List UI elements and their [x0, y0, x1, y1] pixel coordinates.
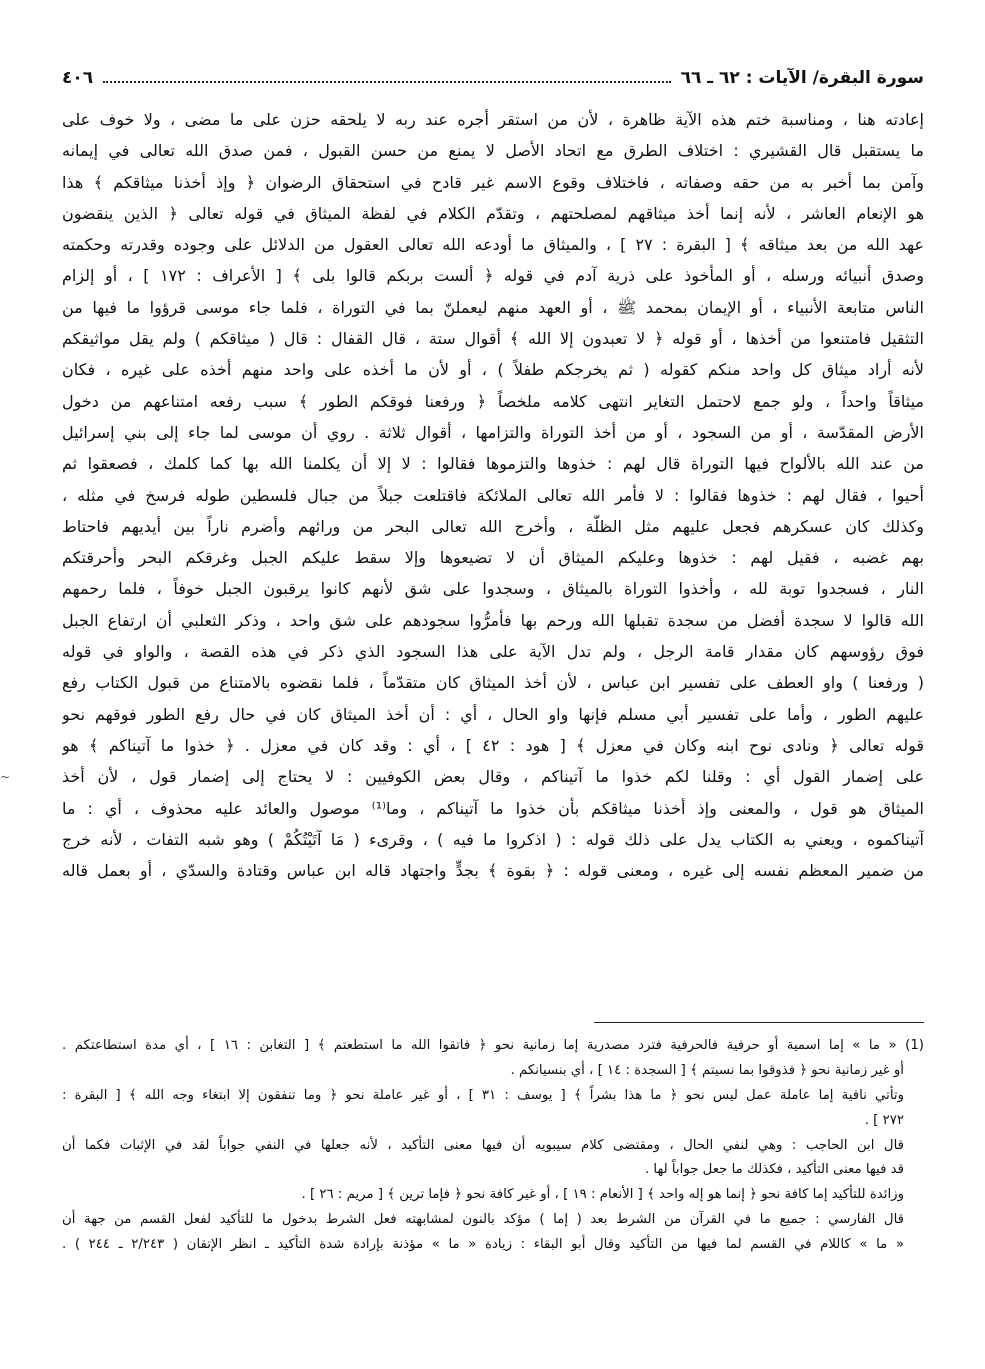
- text-line: الله قالوا لا سجدة أفضل من سجدة تقبلها الله ورحم بها فأمرُّوا سجودهم على شق واحد ، وذكر الثعلبي أن ارتفاع الجبل: [62, 610, 924, 630]
- text-line: أحيوا ، فقال لهم : خذوها فقالوا : لا فأمر الله تعالى الملائكة فاقتلعت جبلاً من جبال فلسطين طوله فرسخ في مثله ،: [62, 485, 924, 505]
- header-title: سورة البقرة/ الآيات : ٦٢ ـ ٦٦: [680, 68, 924, 88]
- text-line: النار ، فسجدوا توبة لله ، وأخذوا التوراة بالميثاق ، وسجدوا على شق لأنهم كانوا يرقبون الجبل خوفاً ، فلما رحمهم: [62, 579, 924, 599]
- footnote-line: ٢٧٢ ] .: [864, 1112, 904, 1128]
- text-line: لأنه أراد ميثاق كل واحد منكم كقوله ( ثم يخرجكم طفلاً ) ، أو لأن ما أخذه على واحد منهم أخذه على غيره ، فكان: [62, 360, 924, 380]
- text-line: من عند الله بالألواح فيها التوراة قال لهم : خذوها والتزموها فقالوا : لا إلا أن يكلمنا الله بها كما كلمك ، فصعقوا ثم: [62, 454, 924, 474]
- text-line: قوله تعالى ﴿ ونادى نوح ابنه وكان في معزل ﴾ [ هود : ٤٢ ] ، أي : وقد كان في معزل . ﴿ خذوا ما آتيناكم ﴾ هو: [62, 735, 924, 755]
- footnote-line: « ما » كاللام في القسم لما فيها من التأكيد وقال أبو البقاء : زيادة « ما » مؤذنة بإرادة شدة التأكيد ـ انظر الإتقان ( ٢/٢٤٣ ـ ٢٤٤ ) .: [62, 1237, 904, 1253]
- text-line: فوق رؤوسهم كان مقدار قامة الرجل ، ولم تدل الآية على هذا السجود الذي ذكر في هذه القصة ، والواو في قوله: [62, 642, 924, 662]
- page: [62, 68, 924, 1253]
- body-text: [62, 104, 924, 886]
- footnote-line: أو غير زمانية نحو ﴿ فذوقوا بما نسيتم ﴾ [ السجدة : ١٤ ] ، أي بنسيانكم .: [510, 1062, 904, 1078]
- running-header: [62, 68, 924, 98]
- footnote-separator: [594, 1022, 924, 1023]
- text-line: عهد الله من بعد ميثاقه ﴾ [ البقرة : ٢٧ ] ، والميثاق ما أودعه الله تعالى العقول من الدلائل على وجوده وقدرته وحكمته: [62, 235, 924, 255]
- margin-mark: ~: [0, 770, 11, 784]
- text-line: الأرض المقدّسة ، أو من السجود ، أو من أخذ التوراة والتزامها ، أقوال ثلاثة . روي أن موسى لما جاء إلى بني إسرائيل: [62, 422, 924, 442]
- text-line: بهم غضبه ، فقيل لهم : خذوها وعليكم الميثاق أن لا تضيعوها وإلا سقط عليكم الجبل وغرقكم البحر وأحرقتكم: [62, 548, 924, 568]
- footnote-line: وزائدة للتأكيد إما كافة نحو ﴿ إنما هو إله واحد ﴾ [ الأنعام : ١٩ ] ، أو غير كافة نحو ﴿ فإما ترين ﴾ [ مريم : ٢٦ ] .: [301, 1187, 904, 1203]
- text-line: التثقيل فامتنعوا من أخذها ، أو قوله ﴿ لا تعبدون إلا الله ﴾ أقوال ستة ، قال القفال : قال ( ميثاقكم ) ولم يقل مواثيقكم: [62, 329, 924, 349]
- text-line: ما يستقبل قال القشيري : اختلاف الطرق مع اتحاد الأصل لا يمنع من حسن القبول ، فمن صدق الله تعالى في إيمانه: [62, 141, 924, 161]
- text-line: عليهم الطور ، وأما على تفسير أبي مسلم فإنها واو الحال ، أي : أن أخذ الميثاق كان في حال رفع الطور فوقهم نحو: [62, 704, 924, 724]
- text-line: وآمن بما أخبر به من حقه وصفاته ، فاختلاف وقوع الاسم غير قادح في استحقاق الرضوان ﴿ وإذ أخذنا ميثاقكم ﴾ هذا: [62, 172, 924, 192]
- page-number: ٤٠٦: [62, 68, 94, 88]
- footnote-line: وتأتي نافية إما عاملة عمل ليس نحو ﴿ ما هذا بشراً ﴾ [ يوسف : ٣١ ] ، أو غير عاملة نحو ﴿ وما تنفقون إلا ابتغاء وجه الله ﴾ [ البقرة :: [62, 1087, 904, 1103]
- text-line: إعادته هنا ، ومناسبة ختم هذه الآية ظاهرة ، لأن من استقر أجره عند ربه لا يلحقه حزن على ما مضى ، ولا خوف على: [62, 110, 924, 129]
- footnotes: [62, 1034, 924, 1258]
- text-line: وكذلك كان عسكرهم فجعل عليهم مثل الظلّة ، وأخرج الله تعالى البحر من ورائهم وأضرم ناراً بين أيديهم فاحتاط: [62, 516, 924, 536]
- footnote-line: قال الفارسي : جميع ما في القرآن من الشرط بعد ( إما ) مؤكد بالنون لمشابهته فعل الشرط بدخول ما للتأكيد لفعل القسم من جهة أن: [62, 1212, 904, 1228]
- text-line: الناس متابعة الأنبياء ، أو الإيمان بمحمد ﷺ ، أو العهد منهم ليعملنّ بما في التوراة ، فلما جاء موسى قرؤوا ما فيها من: [62, 297, 924, 317]
- header-dot-leader: [103, 71, 670, 83]
- text-line: ميثاقاً واحداً ، ولو جمع لاحتمل التغاير انتهى كلامه ملخصاً ﴿ ورفعنا فوقكم الطور ﴾ سبب رفعه امتناعهم من دخول: [62, 391, 924, 411]
- text-line: الميثاق هو قول ، والمعنى وإذ أخذنا ميثاقكم بأن خذوا ما آتيناكم ، وما⁽¹⁾ موصول والعائد عليه محذوف ، أي : ما: [62, 798, 924, 818]
- text-line: آتيناكموه ، ويعني به الكتاب يدل على ذلك قوله : ( اذكروا ما فيه ) ، وقرىء ( مَا آتَيْتُكُمْ ) وهو شبه التفات ، لأنه خرج: [62, 829, 924, 849]
- footnote-line: (1) « ما » إما اسمية أو حرفية فالحرفية فترد مصدرية إما زمانية نحو ﴿ فاتقوا الله ما استطعتم ﴾ [ التغابن : ١٦ ] ، أي مدة استطاعتكم .: [62, 1038, 924, 1053]
- text-line: وصدق أنبيائه ورسله ، أو المأخوذ على ذرية آدم في قوله ﴿ ألست بربكم قالوا بلى ﴾ [ الأعراف : ١٧٢ ] ، أو إلزام: [62, 266, 924, 286]
- text-line: على إضمار القول أي : وقلنا لكم خذوا ما آتيناكم ، وقال بعض الكوفيين : لا يحتاج إلى إضمار قول ، لأن أخذ: [62, 767, 924, 787]
- text-line: هو الإنعام العاشر ، لأنه إنما أخذ ميثاقهم لمصلحتهم ، وتقدّم الكلام في لفظة الميثاق في قوله تعالى ﴿ الذين ينقضون: [62, 203, 924, 223]
- text-line: من ضمير المعظم نفسه إلى غيره ، ومعنى قوله : ﴿ بقوة ﴾ بجدٍّ واجتهاد قاله ابن عباس وقتادة والسدّي ، أو بعمل قاله: [62, 861, 924, 881]
- footnote-line: قال ابن الحاجب : وهي لنفي الحال ، ومقتضى كلام سيبويه أن فيها معنى التأكيد ، لأنه جعلها في النفي جواباً لقد في الإثبات فكما أن: [62, 1137, 904, 1153]
- text-line: ( ورفعنا ) واو العطف على تفسير ابن عباس ، لأن أخذ الميثاق كان متقدّماً ، فلما نقضوه بالامتناع من قبول الكتاب رفع: [62, 673, 924, 693]
- footnote-line: قد فيها معنى التأكيد ، فكذلك ما جعل جواباً لها .: [644, 1162, 904, 1178]
